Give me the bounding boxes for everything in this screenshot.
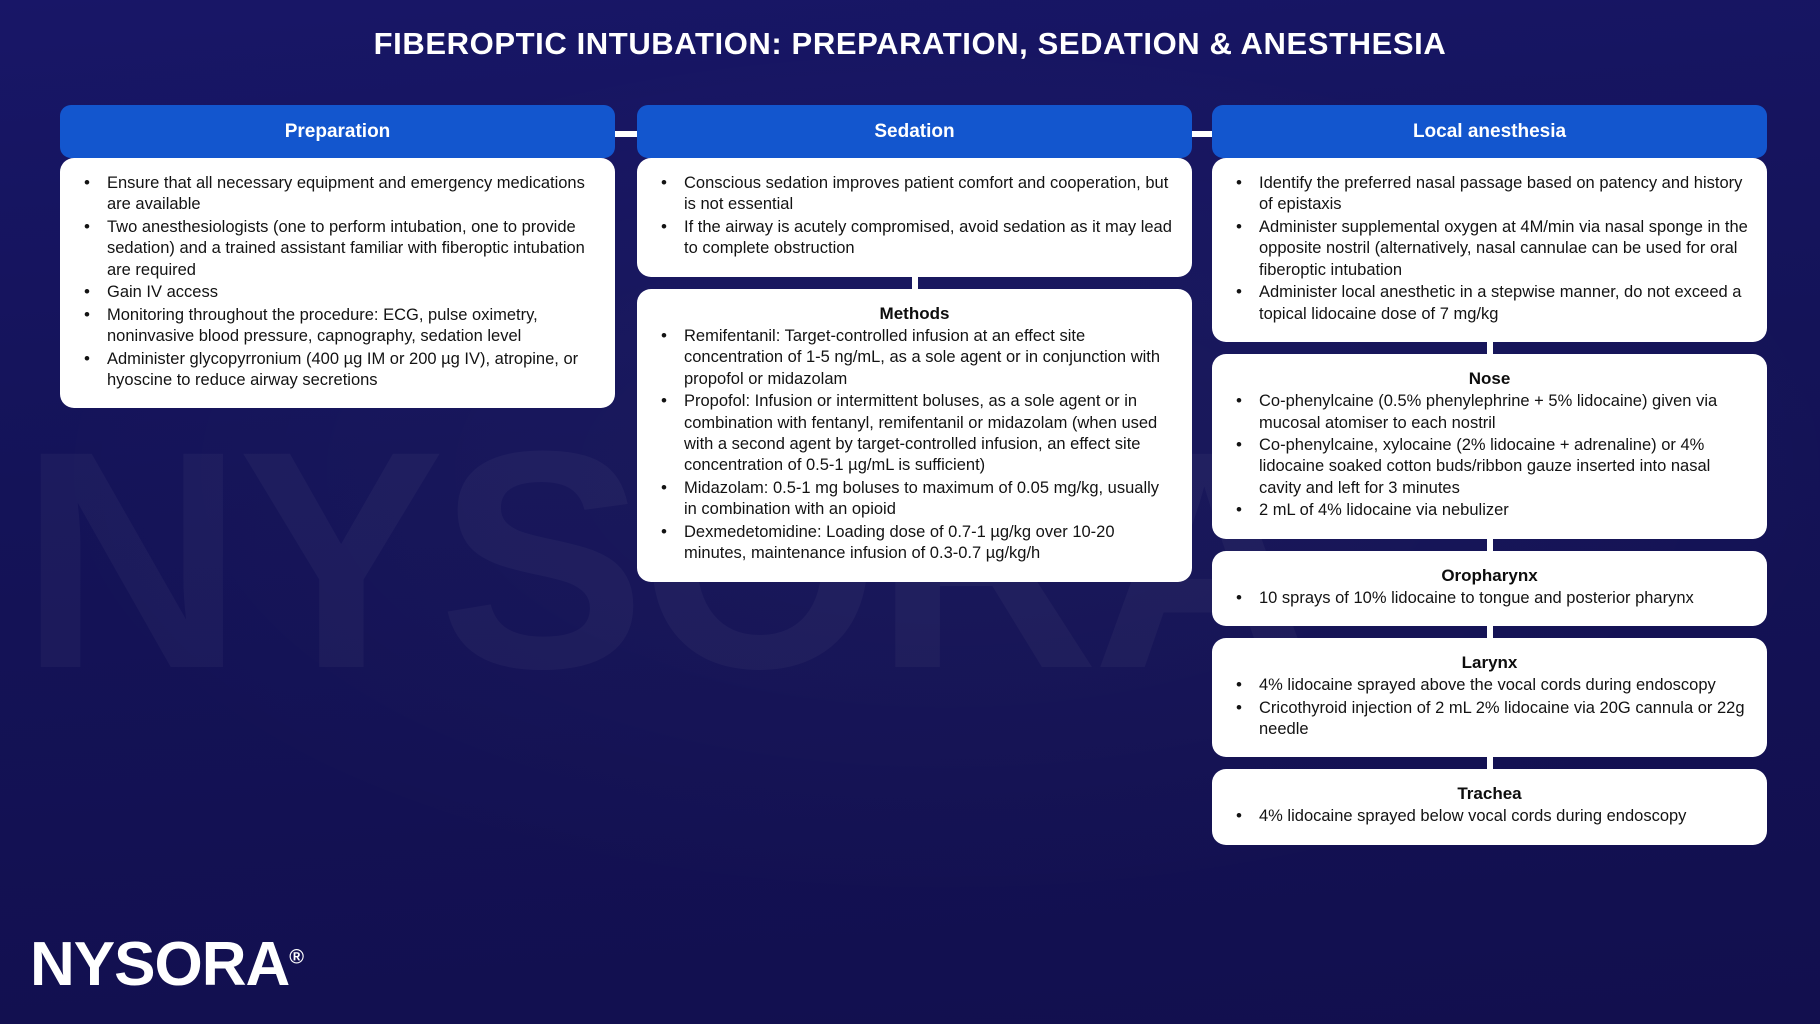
column-header-label: Preparation — [284, 120, 391, 142]
card-title: Nose — [1468, 369, 1511, 389]
column-header-sedation[interactable] — [637, 105, 1192, 158]
bullet-item: • Two anesthesiologists (one to perform intubation, one to provide sedation) and a trained assistant familiar with fiberoptic intubation are required — [77, 217, 598, 281]
card-local-anesthesia-nose — [1212, 354, 1767, 539]
card-title: Oropharynx — [1441, 565, 1538, 585]
bullet-list — [654, 173, 1175, 260]
logo-text: NYSORA — [30, 930, 290, 999]
registered-mark-icon: ® — [289, 946, 305, 969]
card-title: Methods — [879, 303, 950, 323]
bullet-list — [1229, 588, 1750, 609]
column-header-label: Sedation — [874, 120, 955, 142]
bullet-item: • Co-phenylcaine, xylocaine (2% lidocaine + adrenaline) or 4% lidocaine soaked cotton buds/ribbon gauze inserted into nasal cavity and left for 3 minutes — [1229, 435, 1750, 499]
card-connector — [1487, 539, 1493, 551]
card-local-anesthesia-larynx — [1212, 638, 1767, 757]
card-connector — [912, 277, 918, 289]
bullet-item: • 2 mL of 4% lidocaine via nebulizer — [1229, 500, 1750, 521]
card-connector — [1487, 757, 1493, 769]
bullet-item: • Cricothyroid injection of 2 mL 2% lidocaine via 20G cannula or 22g needle — [1229, 698, 1750, 741]
card-local-anesthesia-main — [1212, 158, 1767, 342]
bullet-list — [1229, 391, 1750, 522]
bullet-item: • Remifentanil: Target-controlled infusion at an effect site concentration of 1-5 ng/mL, as a sole agent or in conjunction with propofol or midazolam — [654, 326, 1175, 390]
column-sedation — [637, 105, 1192, 582]
column-header-preparation[interactable] — [60, 105, 615, 158]
bullet-list — [1229, 173, 1750, 325]
card-sedation-main — [637, 158, 1192, 277]
bullet-item: • 4% lidocaine sprayed above the vocal cords during endoscopy — [1229, 675, 1750, 696]
bullet-item: • 10 sprays of 10% lidocaine to tongue and posterior pharynx — [1229, 588, 1750, 609]
card-preparation-main — [60, 158, 615, 408]
card-connector — [1487, 342, 1493, 354]
bullet-item: • 4% lidocaine sprayed below vocal cords during endoscopy — [1229, 806, 1750, 827]
bullet-list — [77, 173, 598, 391]
page-title: FIBEROPTIC INTUBATION: PREPARATION, SEDATION & ANESTHESIA — [373, 26, 1447, 61]
column-preparation — [60, 105, 615, 408]
card-title: Larynx — [1461, 653, 1518, 673]
card-connector — [1487, 626, 1493, 638]
bullet-item: • Gain IV access — [77, 282, 598, 303]
card-local-anesthesia-oropharynx — [1212, 551, 1767, 626]
card-title: Trachea — [1457, 784, 1522, 804]
bullet-item: • Administer local anesthetic in a stepwise manner, do not exceed a topical lidocaine dose of 7 mg/kg — [1229, 282, 1750, 325]
bullet-item: • Conscious sedation improves patient comfort and cooperation, but is not essential — [654, 173, 1175, 216]
bullet-item: • Propofol: Infusion or intermittent boluses, as a sole agent or in combination with fentanyl, remifentanil or midazolam (when used with a second agent by target-controlled infusion, an effect site concentration of 0.5-1 µg/mL is sufficient) — [654, 391, 1175, 477]
card-local-anesthesia-trachea — [1212, 769, 1767, 844]
column-header-local-anesthesia[interactable] — [1212, 105, 1767, 158]
bullet-item: • Ensure that all necessary equipment and emergency medications are available — [77, 173, 598, 216]
column-header-label: Local anesthesia — [1412, 120, 1567, 142]
bullet-list — [1229, 675, 1750, 740]
card-sedation-methods — [637, 289, 1192, 582]
column-local-anesthesia — [1212, 105, 1767, 845]
bullet-item: • Dexmedetomidine: Loading dose of 0.7-1 µg/kg over 10-20 minutes, maintenance infusion of 0.3-0.7 µg/kg/h — [654, 522, 1175, 565]
bullet-item: • Midazolam: 0.5-1 mg boluses to maximum of 0.05 mg/kg, usually in combination with an opioid — [654, 478, 1175, 521]
bullet-item: • Monitoring throughout the procedure: ECG, pulse oximetry, noninvasive blood pressure, capnography, sedation level — [77, 305, 598, 348]
bullet-item: • If the airway is acutely compromised, avoid sedation as it may lead to complete obstruction — [654, 217, 1175, 260]
bullet-item: • Administer supplemental oxygen at 4M/min via nasal sponge in the opposite nostril (alternatively, nasal cannulae can be used for oral fiberoptic intubation — [1229, 217, 1750, 281]
bullet-list — [1229, 806, 1750, 827]
bullet-item: • Administer glycopyrronium (400 µg IM or 200 µg IV), atropine, or hyoscine to reduce airway secretions — [77, 349, 598, 392]
nysora-logo — [30, 930, 305, 999]
bullet-item: • Co-phenylcaine (0.5% phenylephrine + 5% lidocaine) given via mucosal atomiser to each nostril — [1229, 391, 1750, 434]
bullet-item: • Identify the preferred nasal passage based on patency and history of epistaxis — [1229, 173, 1750, 216]
bullet-list — [654, 326, 1175, 565]
